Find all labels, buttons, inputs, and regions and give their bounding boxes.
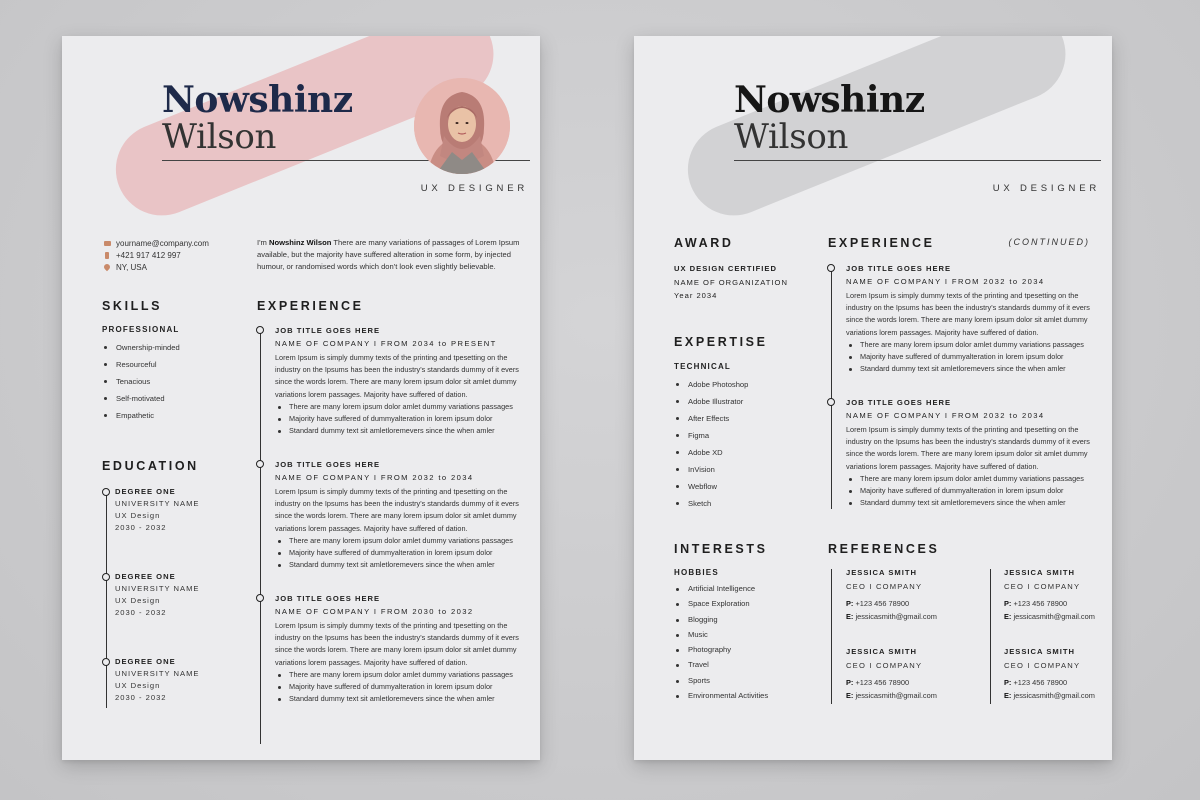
- job-company: NAME OF COMPANY I FROM 2034 to PRESENT: [275, 339, 497, 348]
- job-role: UX DESIGNER: [420, 183, 528, 194]
- expertise-subheading: TECHNICAL: [674, 362, 732, 371]
- study-years: 2030 - 2032: [115, 523, 167, 532]
- intro-prefix: I'm: [257, 238, 269, 247]
- experience-continued-label: (CONTINUED): [1008, 237, 1090, 247]
- interests-heading: INTERESTS: [674, 542, 768, 556]
- reference-company: CEO I COMPANY: [846, 582, 923, 591]
- reference-card: [1004, 566, 1112, 623]
- contact-location: [102, 261, 209, 273]
- university-name: UNIVERSITY NAME: [115, 584, 200, 593]
- reference-email[interactable]: E: jessicasmith@gmail.com: [1004, 612, 1095, 621]
- phone-icon: [102, 252, 112, 259]
- intro-name: Nowshinz Wilson: [269, 238, 332, 247]
- award-organization: NAME OF ORGANIZATION: [674, 277, 788, 287]
- job-bullet: There are many lorem ipsum dolor amlet dummy variations passages: [275, 535, 533, 547]
- job-bullet: Majority have suffered of dummyalteration in lorem ipsum dolor: [846, 351, 1104, 363]
- reference-name: JESSICA SMITH: [1004, 568, 1075, 577]
- skills-heading: SKILLS: [102, 299, 163, 313]
- job-description: Lorem Ipsum is simply dummy texts of the printing and tpesetting on the industry on the Ipsums has been the industry's standards dummy of it evers since the words lorem. There are many lorem ipsum dolor sit amlet dummy variations lorem passages. Majority have suffered of dation.: [275, 621, 519, 667]
- study-years: 2030 - 2032: [115, 693, 167, 702]
- field-of-study: UX Design: [115, 511, 161, 520]
- interest-item: Environmental Activities: [674, 688, 768, 703]
- job-description: Lorem Ipsum is simply dummy texts of the printing and tpesetting on the industry on the Ipsums has been the industry's standards dummy of it evers since the words lorem. There are many lorem ipsum dolor sit amlet dummy variations lorem passages. Majority have suffered of dation.: [846, 291, 1090, 337]
- reference-card: [1004, 645, 1112, 702]
- contact-info: [102, 237, 209, 273]
- interest-item: Space Exploration: [674, 596, 768, 611]
- job-title: JOB TITLE GOES HERE: [275, 326, 381, 335]
- job-bullet: Standard dummy text sit amletloremevers since the when amler: [846, 497, 1104, 509]
- job-description: Lorem Ipsum is simply dummy texts of the printing and tpesetting on the industry on the Ipsums has been the industry's standards dummy of it evers since the words lorem. There are many lorem ipsum dolor sit amlet dummy variations lorem passages. Majority have suffered of dation.: [275, 487, 519, 533]
- job-bullet: Standard dummy text sit amletloremevers since the when amler: [275, 425, 533, 437]
- reference-name: JESSICA SMITH: [846, 568, 917, 577]
- expertise-item: Sketch: [674, 495, 748, 512]
- timeline-dot: [827, 264, 835, 272]
- experience-timeline: [831, 269, 832, 509]
- timeline-dot: [102, 488, 110, 496]
- education-item: [115, 655, 199, 704]
- reference-company: CEO I COMPANY: [846, 661, 923, 670]
- job-entry: [846, 396, 1104, 509]
- last-name: Wilson: [162, 117, 277, 157]
- timeline-dot: [827, 398, 835, 406]
- job-company: NAME OF COMPANY I FROM 2032 to 2034: [846, 277, 1045, 286]
- expertise-item: Adobe Illustrator: [674, 393, 748, 410]
- interest-item: Sports: [674, 673, 768, 688]
- job-bullets: [275, 535, 533, 572]
- timeline-dot: [256, 326, 264, 334]
- expertise-item: InVision: [674, 461, 748, 478]
- profile-photo-illustration: [414, 78, 510, 174]
- reference-name: JESSICA SMITH: [1004, 647, 1075, 656]
- expertise-item: Figma: [674, 427, 748, 444]
- job-bullet: There are many lorem ipsum dolor amlet dummy variations passages: [846, 339, 1104, 351]
- award-year: Year 2034: [674, 291, 718, 300]
- job-company: NAME OF COMPANY I FROM 2030 to 2032: [275, 607, 474, 616]
- reference-phone: P: +123 456 78900: [846, 599, 910, 608]
- reference-phone: P: +123 456 78900: [1004, 678, 1068, 687]
- job-bullets: [846, 473, 1104, 510]
- skill-item: Ownership-minded: [102, 339, 180, 356]
- job-bullet: Standard dummy text sit amletloremevers since the when amler: [275, 693, 533, 705]
- reference-card: [846, 566, 1006, 623]
- reference-company: CEO I COMPANY: [1004, 582, 1081, 591]
- field-of-study: UX Design: [115, 596, 161, 605]
- reference-name: JESSICA SMITH: [846, 647, 917, 656]
- expertise-heading: EXPERTISE: [674, 335, 768, 349]
- reference-phone: P: +123 456 78900: [1004, 599, 1068, 608]
- location-pin-icon: [102, 264, 112, 270]
- timeline-dot: [256, 594, 264, 602]
- job-bullet: There are many lorem ipsum dolor amlet dummy variations passages: [275, 669, 533, 681]
- job-description: Lorem Ipsum is simply dummy texts of the printing and tpesetting on the industry on the Ipsums has been the industry's standards dummy of it evers since the words lorem. There are many lorem ipsum dolor sit amlet dummy variations lorem passages. Majority have suffered of dation.: [275, 353, 519, 399]
- timeline-dot: [256, 460, 264, 468]
- degree-title: DEGREE ONE: [115, 487, 176, 496]
- study-years: 2030 - 2032: [115, 608, 167, 617]
- reference-email[interactable]: E: jessicasmith@gmail.com: [846, 612, 937, 621]
- references-heading: REFERENCES: [828, 542, 940, 556]
- first-name: Nowshinz: [162, 79, 353, 121]
- university-name: UNIVERSITY NAME: [115, 669, 200, 678]
- job-title: JOB TITLE GOES HERE: [846, 398, 952, 407]
- intro-text: There are many variations of passages of Lorem Ipsum available, but the majority have suffered alteration in some form, by injected humour, or randomised words which don't look even slightly believable.: [257, 238, 520, 271]
- job-bullets: [846, 339, 1104, 376]
- contact-email-text: yourname@company.com: [116, 238, 209, 248]
- job-bullet: Majority have suffered of dummyalteration in lorem ipsum dolor: [846, 485, 1104, 497]
- skill-item: Tenacious: [102, 373, 180, 390]
- job-entry: [275, 324, 533, 437]
- contact-email[interactable]: [102, 237, 209, 249]
- job-bullet: Majority have suffered of dummyalteration in lorem ipsum dolor: [275, 681, 533, 693]
- job-bullet: Standard dummy text sit amletloremevers since the when amler: [846, 363, 1104, 375]
- job-bullet: Majority have suffered of dummyalteration in lorem ipsum dolor: [275, 413, 533, 425]
- expertise-item: After Effects: [674, 410, 748, 427]
- name-divider: [734, 160, 1101, 161]
- university-name: UNIVERSITY NAME: [115, 499, 200, 508]
- education-item: [115, 485, 199, 534]
- experience-heading: EXPERIENCE: [257, 299, 364, 313]
- contact-location-text: NY, USA: [116, 262, 147, 272]
- interest-item: Blogging: [674, 612, 768, 627]
- reference-company: CEO I COMPANY: [1004, 661, 1081, 670]
- experience-timeline: [260, 330, 261, 744]
- last-name: Wilson: [734, 117, 849, 157]
- skill-item: Resourceful: [102, 356, 180, 373]
- degree-title: DEGREE ONE: [115, 572, 176, 581]
- reference-email[interactable]: E: jessicasmith@gmail.com: [1004, 691, 1095, 700]
- job-entry: [275, 592, 533, 705]
- job-role: UX DESIGNER: [992, 183, 1100, 194]
- expertise-item: Adobe XD: [674, 444, 748, 461]
- job-bullet: There are many lorem ipsum dolor amlet dummy variations passages: [846, 473, 1104, 485]
- first-name: Nowshinz: [734, 79, 925, 121]
- reference-card: [846, 645, 1006, 702]
- reference-email[interactable]: E: jessicasmith@gmail.com: [846, 691, 937, 700]
- job-company: NAME OF COMPANY I FROM 2032 to 2034: [275, 473, 474, 482]
- interest-item: Artificial Intelligence: [674, 581, 768, 596]
- interests-subheading: HOBBIES: [674, 568, 719, 577]
- job-title: JOB TITLE GOES HERE: [275, 460, 381, 469]
- resume-page-1: [62, 36, 540, 760]
- award-heading: AWARD: [674, 236, 734, 250]
- job-bullet: There are many lorem ipsum dolor amlet dummy variations passages: [275, 401, 533, 413]
- expertise-item: Adobe Photoshop: [674, 376, 748, 393]
- reference-phone: P: +123 456 78900: [846, 678, 910, 687]
- job-description: Lorem Ipsum is simply dummy texts of the printing and tpesetting on the industry on the Ipsums has been the industry's standards dummy of it evers since the words lorem. There are many lorem ipsum dolor sit amlet dummy variations lorem passages. Majority have suffered of dation.: [846, 425, 1090, 471]
- contact-phone-text: +421 917 412 997: [116, 250, 181, 260]
- education-timeline: [106, 492, 107, 708]
- experience-heading: EXPERIENCE: [828, 236, 935, 250]
- job-bullets: [275, 401, 533, 438]
- award-details: [674, 262, 788, 303]
- award-name: UX DESIGN CERTIFIED: [674, 264, 777, 273]
- interests-list: [674, 581, 768, 703]
- skill-item: Empathetic: [102, 407, 180, 424]
- skill-item: Self-motivated: [102, 390, 180, 407]
- skills-list: [102, 339, 180, 424]
- interest-item: Travel: [674, 657, 768, 672]
- education-item: [115, 570, 199, 619]
- job-entry: [275, 458, 533, 571]
- timeline-dot: [102, 658, 110, 666]
- job-title: JOB TITLE GOES HERE: [846, 264, 952, 273]
- profile-photo: [414, 78, 510, 174]
- job-entry: [846, 262, 1104, 375]
- references-divider: [831, 569, 832, 704]
- mail-icon: [102, 241, 112, 246]
- interest-item: Music: [674, 627, 768, 642]
- expertise-list: [674, 376, 748, 512]
- job-title: JOB TITLE GOES HERE: [275, 594, 381, 603]
- job-company: NAME OF COMPANY I FROM 2032 to 2034: [846, 411, 1045, 420]
- resume-page-2: [634, 36, 1112, 760]
- field-of-study: UX Design: [115, 681, 161, 690]
- intro-paragraph: [257, 237, 527, 273]
- job-bullets: [275, 669, 533, 706]
- job-bullet: Standard dummy text sit amletloremevers since the when amler: [275, 559, 533, 571]
- degree-title: DEGREE ONE: [115, 657, 176, 666]
- expertise-item: Webflow: [674, 478, 748, 495]
- interest-item: Photography: [674, 642, 768, 657]
- education-heading: EDUCATION: [102, 459, 199, 473]
- skills-subheading: PROFESSIONAL: [102, 325, 180, 334]
- job-bullet: Majority have suffered of dummyalteration in lorem ipsum dolor: [275, 547, 533, 559]
- timeline-dot: [102, 573, 110, 581]
- contact-phone: [102, 249, 209, 261]
